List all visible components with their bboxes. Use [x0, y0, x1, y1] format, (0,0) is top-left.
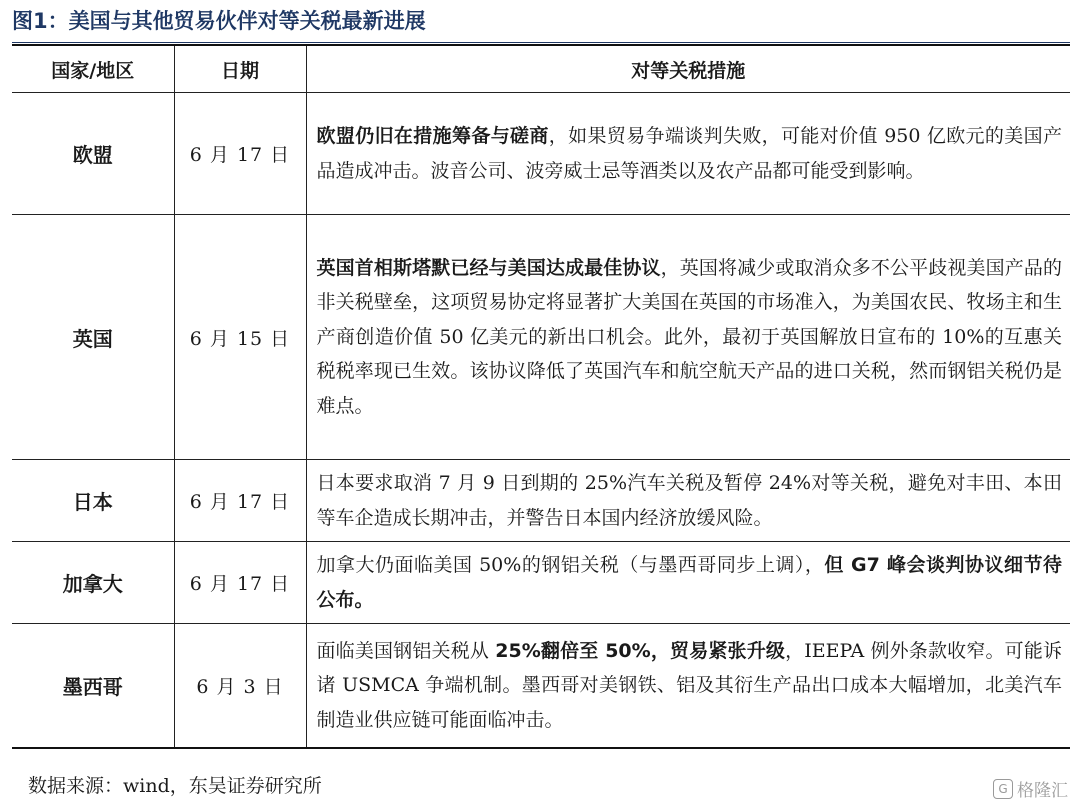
measure-text: 日本要求取消 7 月 9 日到期的 25%汽车关税及暂停 24%对等关税，避免对丰田、本田等车企造成长期冲击，并警告日本国内经济放缓风险。: [316, 472, 1062, 529]
measure-bold: 但 G7 峰会谈判协议细节待公布。: [316, 554, 1063, 611]
tariff-table: [12, 44, 1070, 749]
table-header-row: [12, 45, 1070, 93]
measure-bold: 25%翻倍至 50%，贸易紧张升级: [495, 639, 786, 662]
measure-cell: [306, 215, 1070, 460]
date-cell: 6 月 17 日: [174, 542, 306, 624]
title-rule: [12, 42, 1070, 43]
country-cell: 英国: [12, 215, 174, 460]
measure-bold: 欧盟仍旧在措施筹备与磋商: [316, 125, 549, 147]
measure-cell: [306, 624, 1070, 748]
figure-title: 图1：美国与其他贸易伙伴对等关税最新进展: [12, 9, 426, 33]
source-note: 数据来源：wind，东吴证券研究所: [28, 775, 322, 797]
measure-text: ，IEEPA 例外条款收窄。可能诉诸 USMCA 争端机制。墨西哥对美钢铁、铝及其衍生产品出口成本大幅增加，北美汽车制造业供应链可能面临冲击。: [316, 639, 1063, 731]
date-cell: 6 月 17 日: [174, 460, 306, 542]
date-cell: 6 月 15 日: [174, 215, 306, 460]
watermark-logo-icon: G: [993, 779, 1013, 799]
measure-bold: 英国首相斯塔默已经与美国达成最佳协议: [316, 256, 661, 279]
measure-cell: [306, 460, 1070, 542]
measure-text: ，如果贸易争端谈判失败，可能对价值 950 亿欧元的美国产品造成冲击。波音公司、波旁威士忌等酒类以及农产品都可能受到影响。: [316, 125, 1062, 182]
date-cell: 6 月 17 日: [174, 93, 306, 215]
measure-text: ，英国将减少或取消众多不公平歧视美国产品的非关税壁垒，这项贸易协定将显著扩大美国在英国的市场准入，为美国农民、牧场主和生产商创造价值 50 亿美元的新出口机会。此外，最初于英国解放日宣布的 10%的互惠关税税率现已生效。该协议降低了英国汽车和航空航天产品的进口关税，然而钢铝关税仍是难点。: [316, 256, 1062, 417]
watermark-text: 格隆汇: [1017, 781, 1068, 801]
table-row: [12, 542, 1070, 624]
header-measure: 对等关税措施: [306, 45, 1070, 93]
header-date: 日期: [174, 45, 306, 93]
table-row: [12, 93, 1070, 215]
country-cell: 加拿大: [12, 542, 174, 624]
measure-cell: [306, 93, 1070, 215]
header-country: 国家/地区: [12, 45, 174, 93]
country-cell: 欧盟: [12, 93, 174, 215]
country-cell: 墨西哥: [12, 624, 174, 748]
watermark: [993, 776, 1068, 801]
measure-text: 加拿大仍面临美国 50%的钢铝关税（与墨西哥同步上调），: [316, 554, 825, 576]
measure-pre: 面临美国钢铝关税从: [316, 639, 496, 662]
table-row: [12, 215, 1070, 460]
table-row: [12, 460, 1070, 542]
date-cell: 6 月 3 日: [174, 624, 306, 748]
table-row: [12, 624, 1070, 748]
country-cell: 日本: [12, 460, 174, 542]
measure-cell: [306, 542, 1070, 624]
